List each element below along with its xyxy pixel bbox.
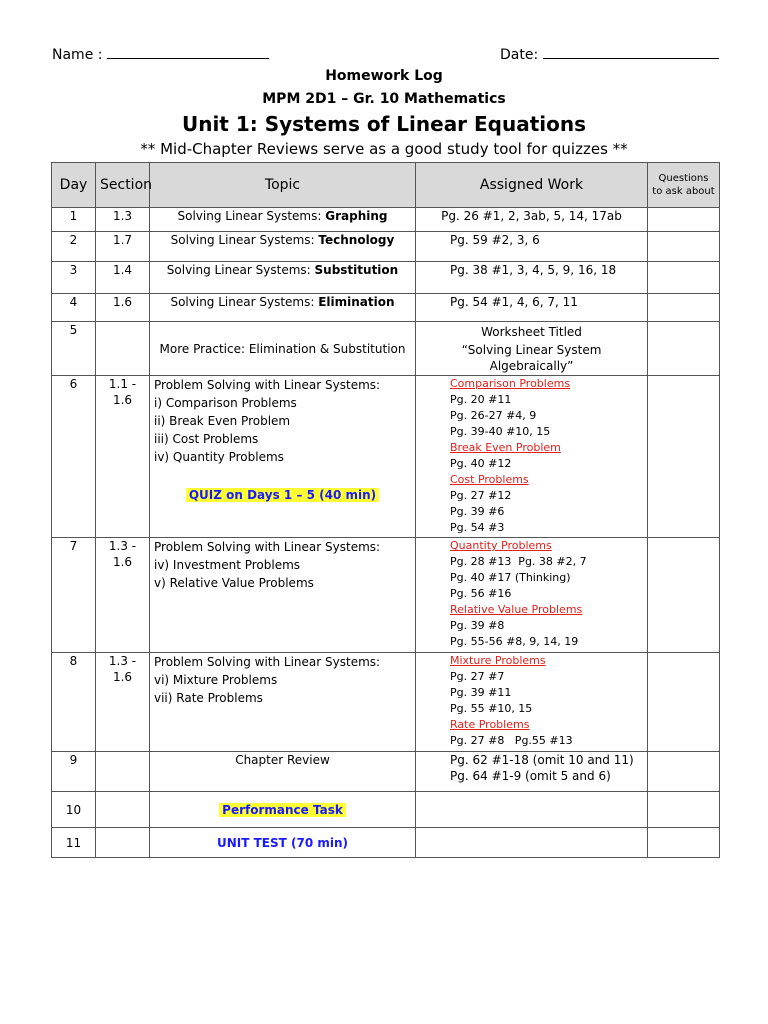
day-cell: 1 <box>52 208 96 232</box>
section-cell: 1.6 <box>96 294 150 322</box>
work-cell: Worksheet Titled “Solving Linear System Algebraically” <box>416 322 648 376</box>
day-cell: 3 <box>52 262 96 294</box>
questions-cell[interactable] <box>648 294 720 322</box>
questions-cell[interactable] <box>648 322 720 376</box>
col-topic: Topic <box>150 163 416 208</box>
questions-cell[interactable] <box>648 208 720 232</box>
section-cell <box>96 322 150 376</box>
topic-cell: Problem Solving with Linear Systems: i) Comparison Problems ii) Break Even Problem iii) Cost Problems iv) Quantity Problems QUIZ on Days 1 – 5 (40 min) <box>150 376 416 538</box>
performance-task-badge: Performance Task <box>219 803 346 817</box>
table-row <box>52 232 720 262</box>
section-cell: 1.7 <box>96 232 150 262</box>
section-cell: 1.4 <box>96 262 150 294</box>
work-cell: Pg. 54 #1, 4, 6, 7, 11 <box>416 294 648 322</box>
work-cell: Pg. 59 #2, 3, 6 <box>416 232 648 262</box>
table-row <box>52 752 720 792</box>
col-section: Section <box>96 163 150 208</box>
section-cell: 1.3 - 1.6 <box>96 653 150 752</box>
day-cell: 5 <box>52 322 96 376</box>
day-cell: 10 <box>52 792 96 828</box>
topic-cell <box>150 792 416 828</box>
date-blank[interactable] <box>543 46 719 59</box>
section-cell <box>96 828 150 858</box>
log-title: Homework Log <box>325 68 443 84</box>
questions-cell[interactable] <box>648 262 720 294</box>
section-cell: 1.1 - 1.6 <box>96 376 150 538</box>
section-cell <box>96 792 150 828</box>
work-cell <box>416 828 648 858</box>
questions-cell[interactable] <box>648 792 720 828</box>
work-cell: Pg. 62 #1-18 (omit 10 and 11) Pg. 64 #1-9 (omit 5 and 6) <box>416 752 648 792</box>
unit-title: Unit 1: Systems of Linear Equations <box>181 112 587 136</box>
study-note: ** Mid-Chapter Reviews serve as a good study tool for quizzes ** <box>140 140 628 158</box>
table-row <box>52 322 720 376</box>
table-row <box>52 538 720 653</box>
table-row <box>52 208 720 232</box>
section-cell: 1.3 <box>96 208 150 232</box>
questions-cell[interactable] <box>648 232 720 262</box>
work-cell: Quantity Problems Pg. 28 #13 Pg. 38 #2, 7 Pg. 40 #17 (Thinking) Pg. 56 #16 Relative Value Problems Pg. 39 #8 Pg. 55-56 #8, 9, 14, 19 <box>416 538 648 653</box>
work-cell <box>416 792 648 828</box>
work-cell: Comparison Problems Pg. 20 #11 Pg. 26-27 #4, 9 Pg. 39-40 #10, 15 Break Even Problem Pg. 40 #12 Cost Problems Pg. 27 #12 Pg. 39 #6 Pg. 54 #3 <box>416 376 648 538</box>
questions-cell[interactable] <box>648 653 720 752</box>
day-cell: 7 <box>52 538 96 653</box>
topic-cell: Solving Linear Systems: Graphing <box>150 208 416 232</box>
table-row <box>52 262 720 294</box>
quiz-badge: QUIZ on Days 1 – 5 (40 min) <box>186 488 379 502</box>
table-row <box>52 792 720 828</box>
topic-cell: Problem Solving with Linear Systems: vi) Mixture Problems vii) Rate Problems <box>150 653 416 752</box>
homework-table <box>51 162 720 858</box>
col-questions: Questions to ask about <box>648 163 720 208</box>
day-cell: 8 <box>52 653 96 752</box>
name-label: Name : <box>52 47 103 63</box>
questions-cell[interactable] <box>648 376 720 538</box>
topic-cell: Solving Linear Systems: Elimination <box>150 294 416 322</box>
name-field[interactable] <box>52 46 269 63</box>
table-row <box>52 653 720 752</box>
col-day: Day <box>52 163 96 208</box>
work-cell: Pg. 38 #1, 3, 4, 5, 9, 16, 18 <box>416 262 648 294</box>
table-row <box>52 376 720 538</box>
course-title: MPM 2D1 – Gr. 10 Mathematics <box>262 91 506 107</box>
section-cell <box>96 752 150 792</box>
name-blank[interactable] <box>107 46 269 59</box>
table-row <box>52 294 720 322</box>
topic-cell: More Practice: Elimination & Substitution <box>150 322 416 376</box>
day-cell: 2 <box>52 232 96 262</box>
day-cell: 9 <box>52 752 96 792</box>
table-row <box>52 828 720 858</box>
topic-cell: Chapter Review <box>150 752 416 792</box>
date-label: Date: <box>500 47 539 63</box>
questions-cell[interactable] <box>648 538 720 653</box>
work-cell: Pg. 26 #1, 2, 3ab, 5, 14, 17ab <box>416 208 648 232</box>
work-cell: Mixture Problems Pg. 27 #7 Pg. 39 #11 Pg. 55 #10, 15 Rate Problems Pg. 27 #8 Pg.55 #13 <box>416 653 648 752</box>
section-cell: 1.3 - 1.6 <box>96 538 150 653</box>
questions-cell[interactable] <box>648 752 720 792</box>
unit-test-label: UNIT TEST (70 min) <box>150 828 416 858</box>
day-cell: 6 <box>52 376 96 538</box>
topic-cell: Problem Solving with Linear Systems: iv) Investment Problems v) Relative Value Problems <box>150 538 416 653</box>
questions-cell[interactable] <box>648 828 720 858</box>
day-cell: 11 <box>52 828 96 858</box>
date-field[interactable] <box>500 46 719 63</box>
col-assigned: Assigned Work <box>416 163 648 208</box>
table-header-row <box>52 163 720 208</box>
topic-cell: Solving Linear Systems: Substitution <box>150 262 416 294</box>
topic-cell: Solving Linear Systems: Technology <box>150 232 416 262</box>
day-cell: 4 <box>52 294 96 322</box>
